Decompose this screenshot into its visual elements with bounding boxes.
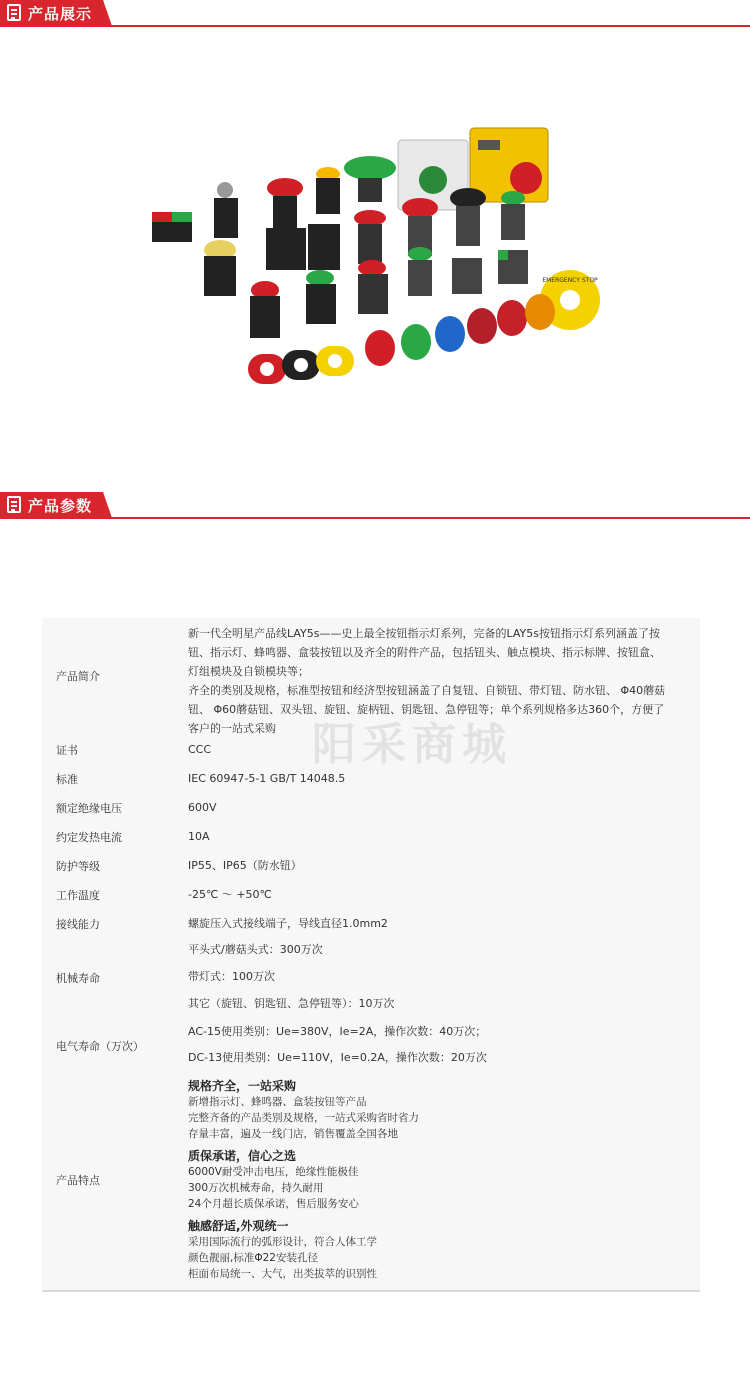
emergency-stop-label: EMERGENCY STOP [542, 277, 598, 284]
document-icon [7, 4, 21, 21]
spec-value: 600V [188, 801, 217, 814]
feature-line: 完整齐备的产品类别及规格，一站式采购省时省力 [188, 1112, 419, 1124]
feature-block [188, 1078, 688, 1142]
spec-label: 约定发热电流 [56, 831, 122, 844]
feature-block [188, 1218, 688, 1282]
spec-label: 产品简介 [56, 670, 100, 683]
spec-value [188, 940, 688, 1021]
elec-line: AC-15使用类别：Ue=380V，Ie=2A，操作次数：40万次； [188, 1025, 487, 1038]
spec-value: 10A [188, 830, 210, 843]
feature-title: 规格齐全，一站采购 [188, 1079, 297, 1093]
feature-line: 颜色靓丽,标准Φ22安装孔径 [188, 1252, 318, 1264]
spec-label: 防护等级 [56, 860, 100, 873]
intro-line: 客户的一站式采购 [188, 722, 276, 735]
spec-value: 螺旋压入式接线端子，导线直径1.0mm2 [188, 917, 388, 930]
feature-block [188, 1148, 688, 1212]
spec-label: 标准 [56, 773, 78, 786]
feature-line: 采用国际流行的弧形设计，符合人体工学 [188, 1236, 377, 1248]
spec-value [188, 1022, 688, 1074]
spec-value: CCC [188, 743, 212, 756]
watermark: 阳采商城 [312, 719, 512, 770]
intro-line: 钮、指示灯、蜂鸣器、盒装按钮以及齐全的附件产品，包括钮头、触点模块、指示标牌、按钮盒、 [188, 646, 661, 659]
mech-line: 带灯式：100万次 [188, 970, 275, 983]
spec-label: 机械寿命 [56, 972, 100, 985]
elec-line: DC-13使用类别：Ue=110V，Ie=0.2A，操作次数：20万次 [188, 1051, 487, 1064]
spec-label: 产品特点 [56, 1174, 100, 1187]
spec-label: 工作温度 [56, 889, 100, 902]
feature-line: 存量丰富，遍及一线门店，销售覆盖全国各地 [188, 1128, 398, 1140]
spec-label: 接线能力 [56, 918, 100, 931]
feature-line: 柜面布局统一、大气，出类拔萃的识别性 [188, 1268, 377, 1280]
section-header-display [0, 0, 750, 30]
feature-title: 质保承诺，信心之选 [188, 1149, 297, 1163]
spec-label: 电气寿命（万次） [56, 1040, 144, 1053]
spec-label: 证书 [56, 744, 78, 757]
intro-line: 齐全的类别及规格，标准型按钮和经济型按钮涵盖了自复钮、自锁钮、带灯钮、防水钮、 Φ40蘑菇 [188, 684, 666, 697]
spec-value: IEC 60947-5-1 GB/T 14048.5 [188, 772, 346, 785]
spec-value: IP55、IP65（防水钮） [188, 859, 302, 872]
spec-label: 额定绝缘电压 [56, 802, 122, 815]
feature-title: 触感舒适,外观统一 [188, 1219, 289, 1233]
document-icon [7, 496, 21, 513]
feature-line: 6000V耐受冲击电压，绝缘性能极佳 [188, 1166, 359, 1178]
section-divider [0, 517, 750, 519]
section-header-params [0, 492, 750, 522]
mech-line: 其它（旋钮、钥匙钮、急停钮等）：10万次 [188, 997, 395, 1010]
spec-value [188, 624, 688, 738]
section-title: 产品参数 [28, 497, 93, 515]
mech-line: 平头式/蘑菇头式：300万次 [188, 943, 323, 956]
feature-line: 新增指示灯、蜂鸣器、盒装按钮等产品 [188, 1096, 367, 1108]
intro-line: 钮、 Φ60蘑菇钮、双头钮、旋钮、旋柄钮、钥匙钮、急停钮等；单个系列规格多达360个，方便了 [188, 703, 665, 716]
product-photo [130, 120, 620, 400]
section-divider [0, 25, 750, 27]
intro-line: 新一代全明星产品线LAY5s——史上最全按钮指示灯系列，完备的LAY5s按钮指示灯系列涵盖了按 [188, 627, 660, 640]
intro-line: 灯组模块及自锁模块等； [188, 665, 309, 678]
feature-line: 24个月超长质保承诺，售后服务安心 [188, 1198, 359, 1210]
spec-value [188, 1078, 688, 1282]
feature-line: 300万次机械寿命，持久耐用 [188, 1182, 324, 1194]
spec-value: -25℃ ～ +50℃ [188, 888, 272, 901]
section-title: 产品展示 [28, 5, 93, 23]
spec-table [42, 618, 700, 1292]
